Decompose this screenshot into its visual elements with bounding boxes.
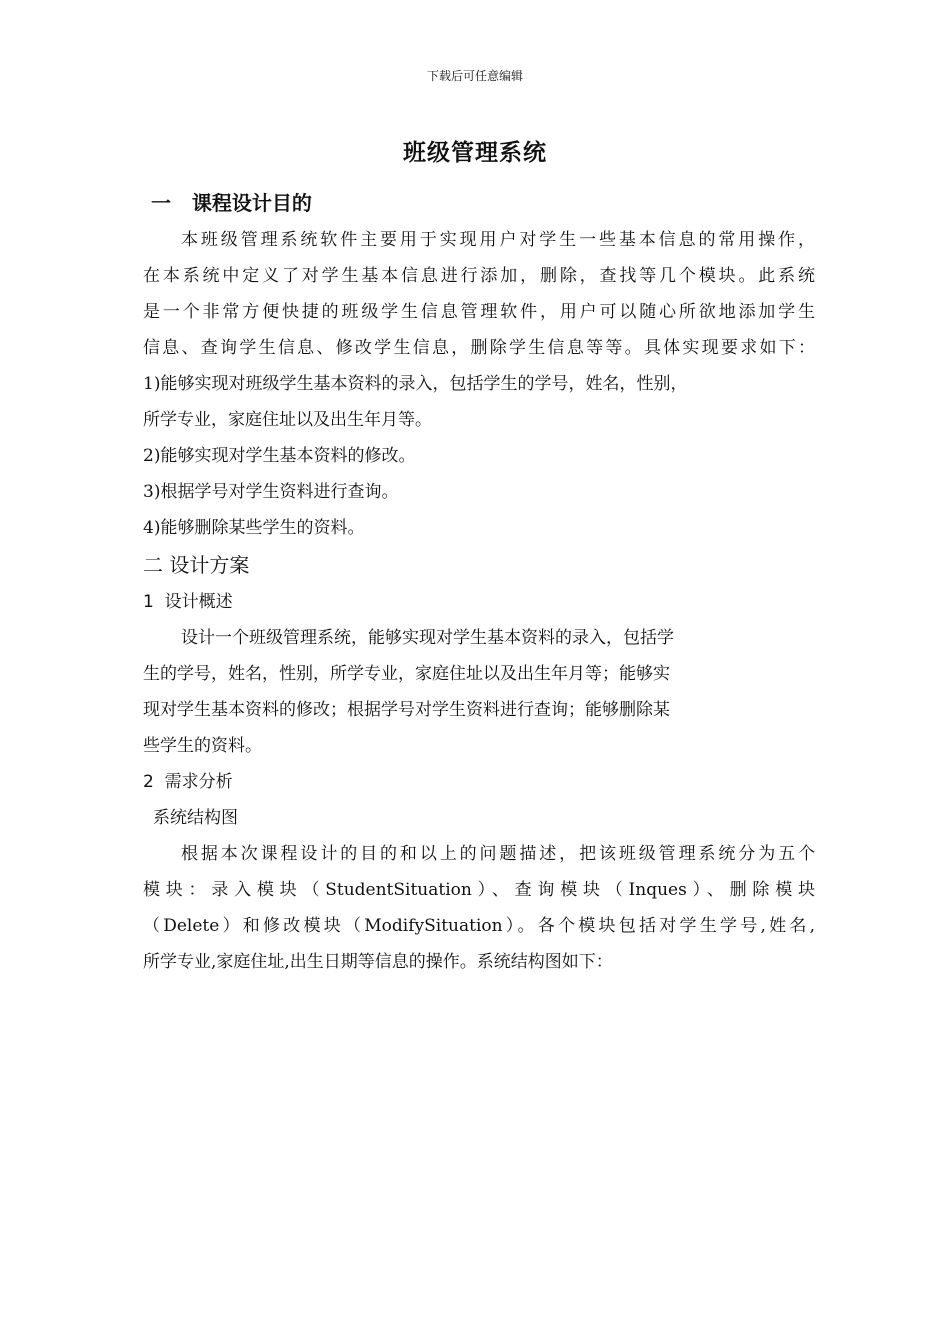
requirement-1-cont: 所学专业，家庭住址以及出生年月等。	[143, 410, 432, 430]
requirement-2: 2)能够实现对学生基本资料的修改。	[143, 446, 416, 466]
document-body	[143, 184, 815, 980]
paragraph-line: 是一个非常方便快捷的班级学生信息管理软件，用户可以随心所欲地添加学生	[143, 302, 815, 322]
section-heading-2: 二 设计方案	[143, 553, 250, 577]
subsection-heading-2: 2 需求分析	[143, 772, 233, 792]
requirement-3: 3)根据学号对学生资料进行查询。	[143, 482, 399, 502]
paragraph-line: 本班级管理系统软件主要用于实现用户对学生一些基本信息的常用操作，	[181, 230, 815, 250]
paragraph-line: （Delete）和修改模块（ModifySituation）。各个模块包括对学生学号,姓名,	[143, 916, 815, 936]
paragraph-line: 模块：录入模块（StudentSituation）、查询模块（Inques）、删除模块	[143, 880, 815, 900]
section-heading-1: 一 课程设计目的	[151, 191, 312, 215]
paragraph-line: 现对学生基本资料的修改；根据学号对学生资料进行查询；能够删除某	[143, 700, 670, 720]
paragraph-line: 根据本次课程设计的目的和以上的问题描述，把该班级管理系统分为五个	[181, 844, 815, 864]
paragraph-line: 设计一个班级管理系统，能够实现对学生基本资料的录入，包括学	[181, 628, 674, 648]
paragraph-line: 在本系统中定义了对学生基本信息进行添加，删除，查找等几个模块。此系统	[143, 266, 815, 286]
page-title: 班级管理系统	[403, 140, 547, 166]
requirement-4: 4)能够删除某些学生的资料。	[143, 518, 365, 538]
paragraph-line: 生的学号，姓名，性别，所学专业，家庭住址以及出生年月等；能够实	[143, 664, 670, 684]
paragraph-line: 些学生的资料。	[143, 736, 262, 756]
page-header-note: 下载后可任意编辑	[426, 69, 523, 83]
subsection-label: 系统结构图	[153, 808, 238, 828]
paragraph-line: 信息、查询学生信息、修改学生信息，删除学生信息等等。具体实现要求如下：	[143, 338, 815, 358]
paragraph-line: 所学专业,家庭住址,出生日期等信息的操作。系统结构图如下：	[143, 952, 613, 972]
requirement-1: 1)能够实现对班级学生基本资料的录入，包括学生的学号，姓名，性别，	[143, 374, 688, 394]
subsection-heading-1: 1 设计概述	[143, 592, 233, 612]
